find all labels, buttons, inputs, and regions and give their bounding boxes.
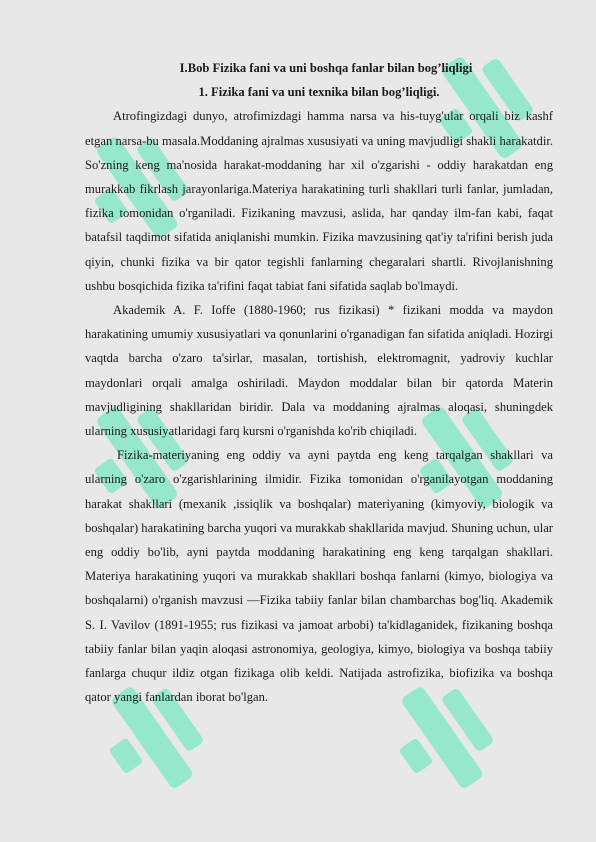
section-title: 1. Fizika fani va uni texnika bilan bog’liqligi.: [198, 85, 440, 100]
paragraph-1: Atrofingizdagi dunyo, atrofimizdagi hamma narsa va his-tuyg'ular orqali biz kashf etgan narsa-bu masala.Moddaning ajralmas xususiyati va uning mavjudligi shakli harakatdir. So'zning keng ma'nosida harakat-moddaning har xil o'zgarishi - oddiy harakatdan eng murakkab fikrlash jarayonlariga.Materiya harakatining turli shakllari turli fanlar, jumladan, fizika tomonidan o'rganiladi. Fizikaning mavzusi, aslida, har qanday ilm-fan kabi, faqat batafsil taqdimot sifatida aniqlanishi mumkin. Fizika mavzusining qat'iy ta'rifini berish juda qiyin, chunki fizika va bir qator tegishli fanlarning chegaralari shartli. Rivojlanishning ushbu bosqichida fizika ta'rifini faqat tabiat fani sifatida saqlab bo'lmaydi.: [85, 109, 553, 293]
paragraph-2: Akademik A. F. Ioffe (1880-1960; rus fizikasi) * fizikani modda va maydon harakatining umumiy xususiyatlari va qonunlarini o'rganadigan fan sifatida aniqladi. Hozirgi vaqtda barcha o'zaro ta'sirlar, masalan, tortishish, elektromagnit, yadroviy kuchlar maydonlari orqali amalga oshiriladi. Maydon moddalar bilan bir qatorda Materin mavjudligining shakllaridan biridir. Dala va moddaning ajralmas aloqasi, shuningdek ularning xususiyatlaridagi farq kursni o'rganishda ko'rib chiqiladi.: [85, 303, 553, 439]
chapter-title: I.Bob Fizika fani va uni boshqa fanlar bilan bog’liqligi: [179, 61, 473, 75]
document-body: [85, 56, 553, 709]
paragraph-3: Fizika-materiyaning eng oddiy va ayni paytda eng keng tarqalgan shakllari va ularning o'zaro o'zgarishlarining ilmidir. Fizika tomonidan o'rganilayotgan moddaning harakat shakllari (mexanik ,issiqlik va boshqalar) materiyaning (kimyoviy, biologik va boshqalar) harakatining barcha yuqori va murakkab shakllarida mavjud. Shuning uchun, ular eng oddiy bo'lib, ayni paytda moddaning harakatining eng keng tarqalgan shakllari. Materiya harakatining yuqori va murakkab shakllari boshqa fanlarni (kimyo, biologiya va boshqalarni) o'rganish mavzusi —Fizika tabiiy fanlar bilan chambarchas bog'liq. Akademik S. I. Vavilov (1891-1955; rus fizikasi va jamoat arbobi) ta'kidlaganidek, fizikaning boshqa tabiiy fanlar bilan yaqin aloqasi astronomiya, geologiya, kimyo, biologiya va boshqa tabiiy fanlarga chuqur ildiz otgan fizikaga olib keldi. Natijada astrofizika, biofizika va boshqa qator yangi fanlardan iborat bo'lgan.: [85, 448, 553, 705]
